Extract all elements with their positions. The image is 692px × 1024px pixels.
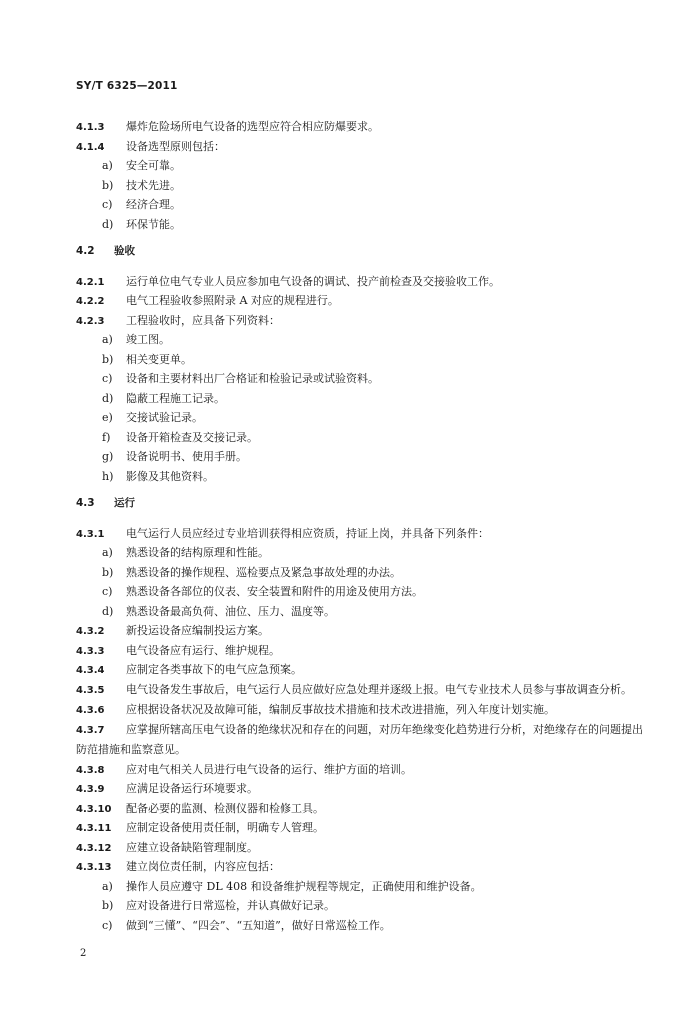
- clause-text: 配备必要的监测、检测仪器和检修工具。: [126, 801, 324, 815]
- list-item: [76, 877, 644, 897]
- list-item-text: 竣工图。: [126, 333, 170, 346]
- clause-number: 4.3.8: [76, 764, 105, 776]
- section-title: 验收: [114, 245, 135, 257]
- list-item-text: 相关变更单。: [126, 352, 192, 366]
- list-item-text: 熟悉设备各部位的仪表、安全装置和附件的用途及使用方法。: [126, 585, 423, 598]
- list-item-letter: b): [102, 178, 114, 192]
- list-item-text: 技术先进。: [126, 178, 181, 192]
- list-item-letter: c): [102, 372, 113, 385]
- clause: [76, 760, 644, 780]
- section-title: 运行: [114, 497, 135, 509]
- clause-text: 电气运行人员应经过专业培训获得相应资质，持证上岗，并具备下列条件：: [126, 526, 489, 540]
- list-item: [76, 195, 644, 215]
- clause-text: 设备选型原则包括：: [126, 139, 225, 153]
- section-heading: [76, 494, 644, 514]
- list-item-letter: e): [102, 411, 113, 424]
- clause-text: 建立岗位责任制，内容应包括：: [126, 860, 280, 873]
- clause-text: 应制定设备使用责任制，明确专人管理。: [126, 821, 324, 834]
- section-number: 4.2: [76, 245, 95, 257]
- list-item: [76, 602, 644, 622]
- list-item-text: 影像及其他资料。: [126, 469, 214, 483]
- list-item-letter: b): [102, 899, 114, 912]
- list-item-text: 熟悉设备的操作规程、巡检要点及紧急事故处理的办法。: [126, 565, 401, 579]
- list-item-letter: c): [102, 198, 113, 211]
- clause: [76, 621, 644, 641]
- list-item-text: 设备说明书、使用手册。: [126, 450, 247, 463]
- clause-text: 电气设备应有运行、维护规程。: [126, 643, 280, 657]
- list-item-letter: a): [102, 546, 113, 559]
- clause-number: 4.3.6: [76, 705, 105, 716]
- clause-text: 应掌握所辖高压电气设备的绝缘状况和存在的问题，对历年绝缘变化趋势进行分析，对绝缘存在的问题提出防范措施和监察意见。: [76, 722, 643, 756]
- clause-number: 4.3.10: [76, 803, 112, 815]
- clause-text: 应满足设备运行环境要求。: [126, 782, 258, 795]
- clause-number: 4.3.4: [76, 665, 105, 676]
- list-item-text: 熟悉设备的结构原理和性能。: [126, 546, 269, 559]
- clause: [76, 838, 644, 858]
- clause-text: 新投运设备应编制投运方案。: [126, 624, 269, 637]
- clause-number: 4.2.2: [76, 296, 105, 307]
- clause: [76, 660, 644, 680]
- list-item: [76, 156, 644, 176]
- list-item-text: 隐蔽工程施工记录。: [126, 391, 225, 405]
- list-item: [76, 563, 644, 583]
- clause-number: 4.2.3: [76, 315, 105, 327]
- list-item-text: 做到“三懂”、“四会”、“五知道”，做好日常巡检工作。: [126, 918, 391, 932]
- clause-number: 4.3.9: [76, 784, 105, 795]
- clause-text: 应制定各类事故下的电气应急预案。: [126, 663, 302, 676]
- list-item-letter: b): [102, 565, 114, 579]
- clause-text: 电气工程验收参照附录 A 对应的规程进行。: [126, 294, 339, 307]
- list-item-letter: d): [102, 217, 114, 231]
- list-item-letter: d): [102, 604, 114, 618]
- clause: [76, 818, 644, 838]
- clause-text: 电气设备发生事故后，电气运行人员应做好应急处理并逐级上报。电气专业技术人员参与事故调查分析。: [126, 682, 632, 696]
- clause-number: 4.3.3: [76, 645, 105, 657]
- list-item: [76, 447, 644, 467]
- list-item-letter: c): [102, 585, 113, 598]
- clause: [76, 272, 644, 292]
- section-number: 4.3: [76, 497, 95, 509]
- clause: [76, 641, 644, 661]
- document-body: [76, 117, 644, 935]
- clause: [76, 291, 644, 311]
- clause: [76, 720, 644, 760]
- clause-text: 工程验收时，应具备下列资料：: [126, 313, 280, 327]
- clause: [76, 799, 644, 819]
- list-item-text: 操作人员应遵守 DL 408 和设备维护规程等规定，正确使用和维护设备。: [126, 879, 482, 893]
- list-item: [76, 428, 644, 448]
- clause: [76, 700, 644, 720]
- clause: [76, 857, 644, 877]
- clause-number: 4.2.1: [76, 276, 105, 288]
- list-item: [76, 389, 644, 409]
- section-heading: [76, 242, 644, 262]
- page-header: SY/T 6325—2011: [76, 80, 178, 92]
- list-item-text: 应对设备进行日常巡检，并认真做好记录。: [126, 899, 335, 912]
- list-item-text: 熟悉设备最高负荷、油位、压力、温度等。: [126, 604, 335, 618]
- clause: [76, 137, 644, 157]
- list-item-letter: f): [102, 430, 111, 444]
- list-item-letter: a): [102, 159, 113, 172]
- clause: [76, 680, 644, 701]
- list-item: [76, 369, 644, 389]
- clause: [76, 524, 644, 544]
- list-item: [76, 543, 644, 563]
- list-item-text: 设备和主要材料出厂合格证和检验记录或试验资料。: [126, 372, 379, 385]
- list-item-letter: a): [102, 879, 113, 893]
- clause-number: 4.1.4: [76, 141, 105, 153]
- clause-text: 应建立设备缺陷管理制度。: [126, 840, 258, 854]
- list-item: [76, 176, 644, 196]
- clause-text: 运行单位电气专业人员应参加电气设备的调试、投产前检查及交接验收工作。: [126, 274, 500, 288]
- list-item: [76, 467, 644, 487]
- clause-number: 4.3.2: [76, 626, 105, 637]
- list-item-text: 经济合理。: [126, 198, 181, 211]
- clause: [76, 311, 644, 331]
- clause: [76, 779, 644, 799]
- list-item-text: 设备开箱检查及交接记录。: [126, 430, 258, 444]
- clause-number: 4.3.13: [76, 862, 112, 873]
- list-item-letter: d): [102, 391, 114, 405]
- list-item-text: 环保节能。: [126, 217, 181, 231]
- clause-number: 4.3.12: [76, 842, 112, 854]
- list-item-text: 交接试验记录。: [126, 411, 203, 424]
- list-item-letter: c): [102, 918, 113, 932]
- list-item: [76, 896, 644, 916]
- list-item-letter: h): [102, 469, 114, 483]
- page-number: 2: [80, 948, 87, 959]
- clause-number: 4.3.11: [76, 823, 112, 834]
- clause: [76, 117, 644, 137]
- list-item: [76, 916, 644, 936]
- list-item-text: 安全可靠。: [126, 159, 181, 172]
- clause-number: 4.3.5: [76, 684, 105, 696]
- clause-number: 4.3.1: [76, 528, 105, 540]
- list-item-letter: b): [102, 352, 114, 366]
- list-item: [76, 350, 644, 370]
- list-item: [76, 582, 644, 602]
- list-item: [76, 215, 644, 235]
- clause-text: 应根据设备状况及故障可能，编制反事故技术措施和技术改进措施，列入年度计划实施。: [126, 703, 555, 716]
- list-item-letter: a): [102, 333, 113, 346]
- clause-number: 4.3.7: [76, 724, 105, 736]
- clause-number: 4.1.3: [76, 122, 105, 133]
- list-item: [76, 330, 644, 350]
- clause-text: 应对电气相关人员进行电气设备的运行、维护方面的培训。: [126, 762, 412, 776]
- clause-text: 爆炸危险场所电气设备的选型应符合相应防爆要求。: [126, 120, 379, 133]
- list-item: [76, 408, 644, 428]
- list-item-letter: g): [102, 450, 114, 463]
